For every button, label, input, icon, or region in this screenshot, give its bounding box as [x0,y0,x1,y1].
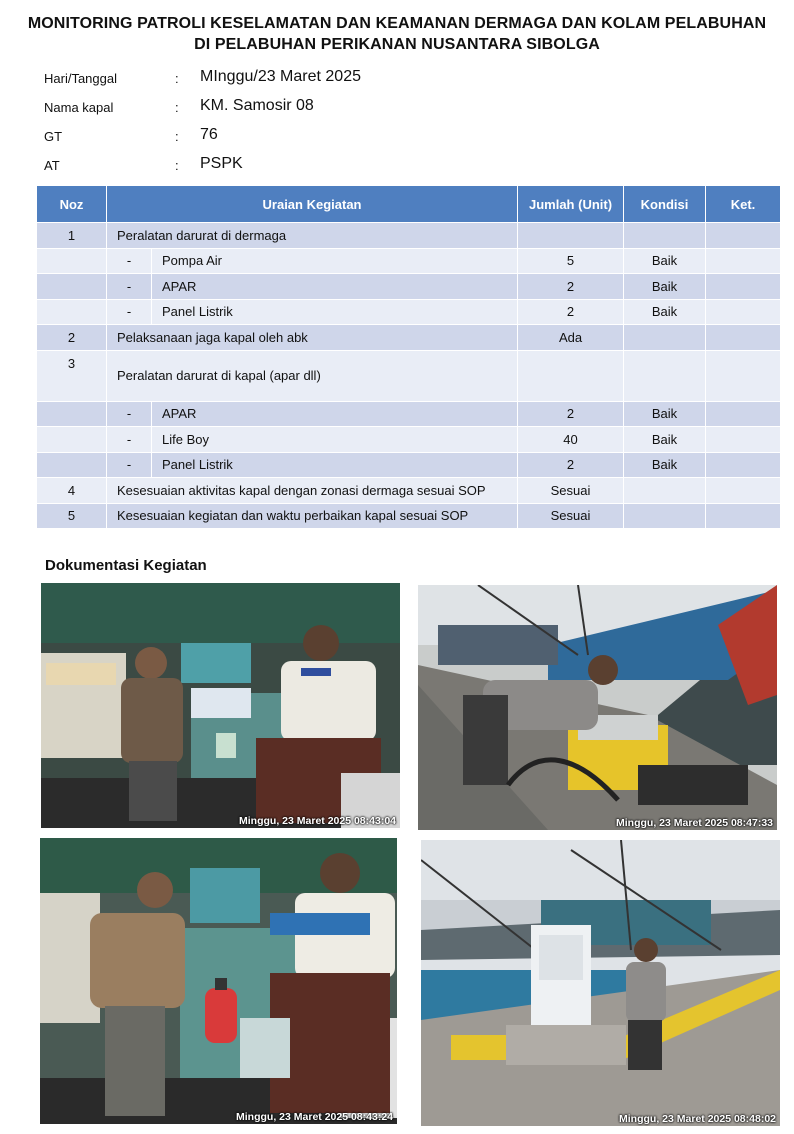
photo-timestamp: Minggu, 23 Maret 2025 08:47:33 [616,817,773,829]
info-row-date [44,68,444,97]
info-label: GT [44,129,63,144]
photo-timestamp: Minggu, 23 Maret 2025 08:43:24 [236,1111,393,1123]
table-row [37,299,781,325]
info-colon: : [175,100,179,115]
photo-4-image [421,840,780,1126]
cell-kondisi [624,350,706,401]
cell-ket [706,452,781,478]
cell-ket [706,274,781,300]
cell-dash: - [107,452,152,478]
cell-kondisi: Baik [624,299,706,325]
cell-kondisi: Baik [624,427,706,453]
table-row [37,427,781,453]
table-row [37,401,781,427]
table-row [37,478,781,504]
cell-jumlah: 40 [518,427,624,453]
table-row [37,350,781,401]
cell-desc: Panel Listrik [152,452,518,478]
cell-dash: - [107,401,152,427]
cell-ket [706,401,781,427]
cell-kondisi: Baik [624,452,706,478]
table-header-row [37,186,781,223]
cell-desc: APAR [152,274,518,300]
info-label: Nama kapal [44,100,114,115]
info-label: Hari/Tanggal [44,71,117,86]
cell-dash: - [107,274,152,300]
photo-1-image [41,583,400,828]
cell-no [37,452,107,478]
cell-dash: - [107,299,152,325]
info-colon: : [175,158,179,173]
cell-kondisi [624,478,706,504]
cell-no: 2 [37,325,107,351]
info-value: PSPK [200,155,243,172]
cell-desc: Kesesuaian aktivitas kapal dengan zonasi dermaga sesuai SOP [107,478,518,504]
cell-jumlah: 2 [518,299,624,325]
photo-2 [418,585,777,830]
cell-jumlah: Sesuai [518,503,624,529]
table-row [37,248,781,274]
table-row [37,503,781,529]
cell-no [37,248,107,274]
cell-kondisi: Baik [624,274,706,300]
cell-jumlah: 2 [518,274,624,300]
cell-no [37,299,107,325]
cell-desc: Peralatan darurat di dermaga [107,223,518,249]
cell-desc: Pelaksanaan jaga kapal oleh abk [107,325,518,351]
inspection-table [36,185,781,529]
cell-jumlah [518,350,624,401]
table-row [37,274,781,300]
cell-ket [706,503,781,529]
cell-dash: - [107,248,152,274]
info-block [44,68,444,184]
table-row [37,452,781,478]
cell-ket [706,350,781,401]
info-colon: : [175,71,179,86]
info-label: AT [44,158,60,173]
photo-1 [41,583,400,828]
header-kondisi: Kondisi [624,186,706,223]
photo-3-image [40,838,397,1124]
info-row-at [44,155,444,184]
cell-no: 5 [37,503,107,529]
cell-no: 1 [37,223,107,249]
info-colon: : [175,129,179,144]
table-row [37,325,781,351]
info-value: 76 [200,126,218,143]
cell-desc: Life Boy [152,427,518,453]
info-row-ship-name [44,97,444,126]
cell-kondisi [624,223,706,249]
cell-dash: - [107,427,152,453]
photo-3 [40,838,397,1124]
cell-kondisi [624,325,706,351]
cell-no [37,401,107,427]
cell-ket [706,427,781,453]
info-value: MInggu/23 Maret 2025 [200,68,361,85]
cell-jumlah [518,223,624,249]
photo-4 [421,840,780,1126]
cell-jumlah: 2 [518,452,624,478]
header-jumlah: Jumlah (Unit) [518,186,624,223]
cell-ket [706,223,781,249]
cell-jumlah: Sesuai [518,478,624,504]
document-title: MONITORING PATROLI KESELAMATAN DAN KEAMANAN DERMAGA DAN KOLAM PELABUHAN DI PELABUHAN PERIKANAN NUSANTARA SIBOLGA [27,15,767,53]
cell-ket [706,248,781,274]
table-row [37,223,781,249]
photo-timestamp: Minggu, 23 Maret 2025 08:43:04 [239,815,396,827]
cell-kondisi: Baik [624,401,706,427]
cell-no: 3 [37,350,107,401]
header-no: Noz [37,186,107,223]
cell-no [37,427,107,453]
cell-kondisi [624,503,706,529]
header-uraian: Uraian Kegiatan [107,186,518,223]
photo-2-image [418,585,777,830]
cell-ket [706,325,781,351]
header-ket: Ket. [706,186,781,223]
cell-desc: Kesesuaian kegiatan dan waktu perbaikan kapal sesuai SOP [107,503,518,529]
documentation-title: Dokumentasi Kegiatan [45,557,207,574]
cell-jumlah: 2 [518,401,624,427]
cell-ket [706,299,781,325]
cell-jumlah: 5 [518,248,624,274]
cell-jumlah: Ada [518,325,624,351]
cell-no: 4 [37,478,107,504]
info-value: KM. Samosir 08 [200,97,314,114]
cell-desc: APAR [152,401,518,427]
photo-timestamp: Minggu, 23 Maret 2025 08:48:02 [619,1113,776,1125]
cell-desc: Pompa Air [152,248,518,274]
cell-ket [706,478,781,504]
cell-desc: Peralatan darurat di kapal (apar dll) [107,350,518,401]
cell-desc: Panel Listrik [152,299,518,325]
cell-kondisi: Baik [624,248,706,274]
info-row-gt [44,126,444,155]
cell-no [37,274,107,300]
